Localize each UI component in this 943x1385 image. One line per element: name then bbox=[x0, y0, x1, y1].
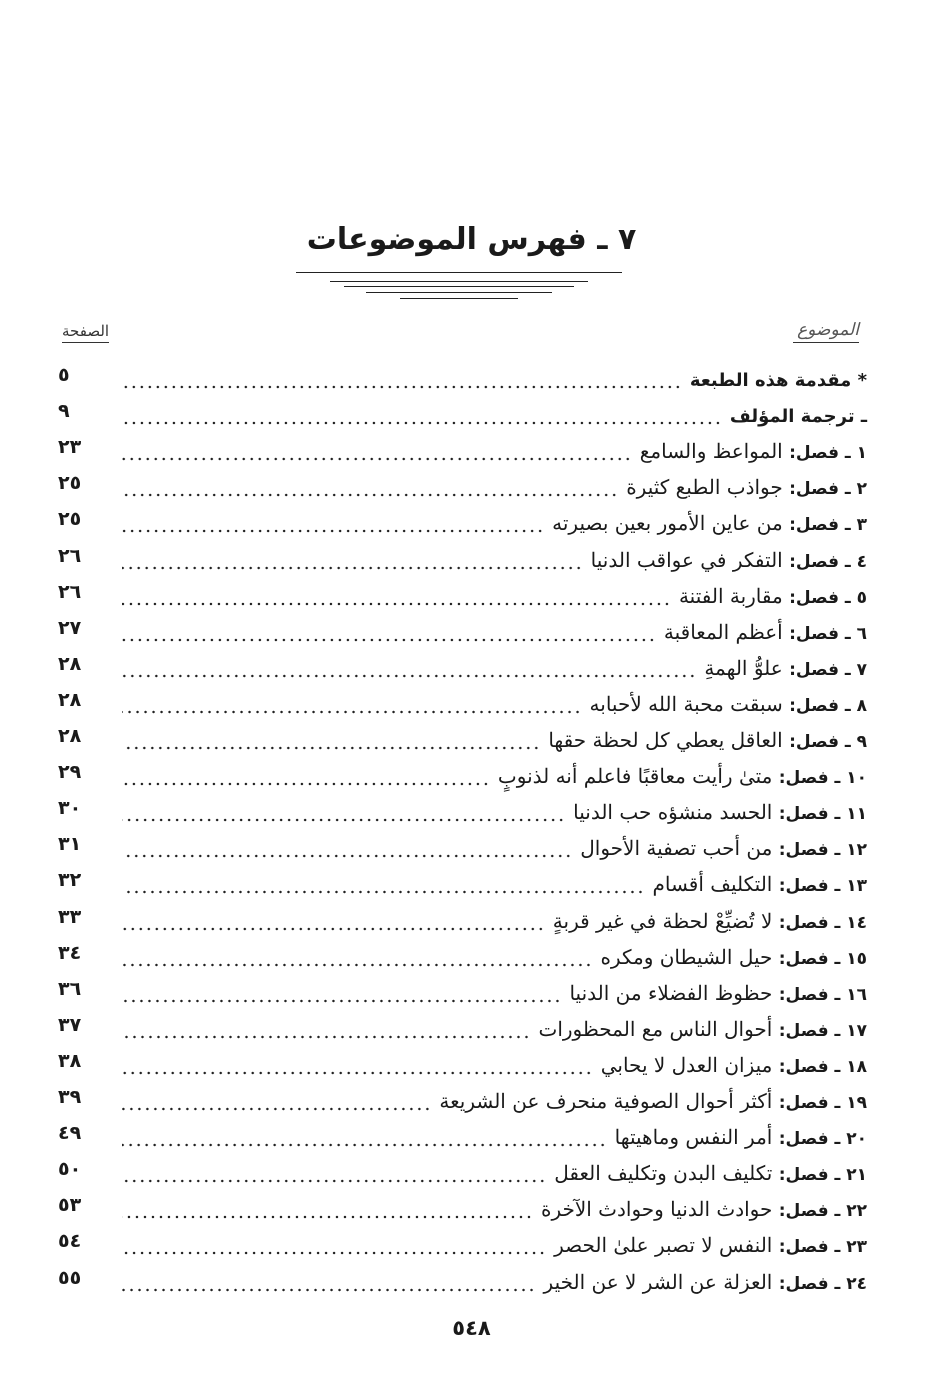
toc-entry-title: من عاين الأمور بعين بصيرته bbox=[552, 511, 783, 536]
title-ornament bbox=[296, 272, 622, 302]
toc-entry-title: حيل الشيطان ومكره bbox=[600, 944, 773, 969]
toc-entry-title: لا تُضيِّعْ لحظة في غير قربةٍ bbox=[552, 908, 773, 933]
toc-page-number: ٢٨ bbox=[58, 725, 82, 747]
toc-page-number: ٥٣ bbox=[58, 1194, 82, 1217]
toc-row[interactable] bbox=[0, 867, 943, 903]
dot-leader bbox=[122, 385, 682, 389]
toc-entry bbox=[118, 687, 867, 721]
toc-entry-text bbox=[541, 1194, 867, 1226]
page-column-header: الصفحة bbox=[62, 322, 109, 343]
toc-entry-prefix: ٧ ـ فصل: bbox=[789, 659, 867, 680]
toc-entry bbox=[118, 434, 867, 468]
dot-leader bbox=[122, 1179, 546, 1183]
toc-entry-text bbox=[580, 833, 867, 865]
toc-entry-title: أعظم المعاقبة bbox=[663, 619, 783, 644]
dot-leader bbox=[122, 566, 583, 570]
toc-row[interactable] bbox=[0, 1156, 943, 1192]
toc-entry-title: أكثر أحوال الصوفية منحرف عن الشريعة bbox=[439, 1089, 773, 1113]
toc-entry-text bbox=[498, 761, 867, 793]
toc-entry-text bbox=[544, 1267, 867, 1299]
toc-page-number: ٣٤ bbox=[58, 941, 82, 964]
toc-entry bbox=[118, 579, 867, 613]
toc-entry-title: جواذب الطبع كثيرة bbox=[626, 475, 783, 500]
dot-leader bbox=[122, 927, 545, 931]
toc-entry-text bbox=[591, 545, 867, 577]
toc-entry-text bbox=[600, 942, 867, 974]
toc-entry-title: المواعظ والسامع bbox=[639, 439, 783, 464]
toc-page-number: ٣٢ bbox=[58, 869, 82, 892]
toc-entry-prefix: * مقدمة هذه الطبعة bbox=[689, 370, 867, 391]
dot-leader bbox=[122, 854, 572, 858]
toc-entry-prefix: ـ ترجمة المؤلف bbox=[729, 406, 867, 428]
toc-entry-text bbox=[573, 797, 867, 829]
toc-page-number: ٢٨ bbox=[58, 652, 82, 675]
toc-page-number: ٢٩ bbox=[58, 761, 82, 784]
toc-entry-prefix: ٩ ـ فصل: bbox=[789, 732, 867, 752]
toc-entry-text bbox=[552, 508, 867, 540]
toc-row[interactable] bbox=[0, 976, 943, 1012]
toc-entry-text bbox=[569, 978, 867, 1010]
toc-entry bbox=[118, 1120, 867, 1154]
toc-entry-prefix: ١٦ ـ فصل: bbox=[778, 984, 867, 1005]
toc-entry bbox=[118, 759, 867, 793]
toc-page-number: ٢٥ bbox=[58, 472, 82, 495]
toc-row[interactable] bbox=[0, 723, 943, 759]
toc-entry-text bbox=[730, 400, 867, 432]
dot-leader bbox=[122, 999, 561, 1003]
toc-page-number: ٢٥ bbox=[58, 508, 82, 531]
toc-entry-text bbox=[615, 1122, 867, 1154]
toc-entry-title: ميزان العدل لا يحابي bbox=[600, 1052, 773, 1077]
dot-leader bbox=[122, 421, 722, 425]
toc-entry-title: علوُّ الهمةِ bbox=[704, 655, 783, 680]
toc-row[interactable] bbox=[0, 759, 943, 795]
toc-entry-prefix: ٢٤ ـ فصل: bbox=[778, 1273, 867, 1294]
dot-leader bbox=[122, 1251, 546, 1255]
toc-entry-title: سبقت محبة الله لأحبابه bbox=[589, 691, 783, 716]
toc-page-number: ٥٤ bbox=[58, 1230, 82, 1253]
toc-entry-text bbox=[679, 581, 867, 613]
toc-page-number: ٢٦ bbox=[58, 544, 82, 567]
toc-entry bbox=[118, 1048, 867, 1082]
toc-entry-text bbox=[640, 436, 867, 468]
toc-row[interactable] bbox=[0, 362, 943, 398]
toc-entry-prefix: ٢ ـ فصل: bbox=[789, 479, 867, 500]
toc-entry-title: من أحب تصفية الأحوال bbox=[580, 836, 773, 861]
dot-leader bbox=[122, 493, 618, 497]
dot-leader bbox=[122, 710, 582, 714]
toc-page-number: ٣٩ bbox=[58, 1086, 82, 1108]
dot-leader bbox=[122, 1071, 593, 1075]
toc-row[interactable] bbox=[0, 1084, 943, 1120]
toc-entry-title: أحوال الناس مع المحظورات bbox=[538, 1016, 773, 1041]
toc-entry-text bbox=[626, 472, 867, 504]
toc-entry-prefix: ١٧ ـ فصل: bbox=[778, 1020, 867, 1041]
toc-page-number: ٢٧ bbox=[58, 616, 82, 639]
toc-entry-prefix: ٣ ـ فصل: bbox=[789, 515, 867, 536]
toc-entry-title: التكليف أقسام bbox=[652, 872, 773, 897]
toc-row[interactable] bbox=[0, 470, 943, 506]
toc-page-number: ٥٥ bbox=[58, 1266, 82, 1289]
toc-entry bbox=[118, 976, 867, 1010]
dot-leader bbox=[122, 674, 696, 678]
toc-entry-text bbox=[690, 364, 867, 396]
toc-entry bbox=[118, 398, 867, 432]
toc-entry bbox=[118, 362, 867, 396]
toc-row[interactable] bbox=[0, 904, 943, 940]
toc-entry-text bbox=[554, 1158, 867, 1190]
dot-leader bbox=[122, 782, 490, 786]
toc-entry bbox=[118, 723, 867, 757]
topic-column-header: الموضوع bbox=[793, 320, 859, 343]
toc-entry bbox=[118, 1228, 867, 1262]
toc-entry-prefix: ٦ ـ فصل: bbox=[789, 623, 867, 644]
toc-entry-prefix: ١١ ـ فصل: bbox=[778, 804, 867, 825]
toc-entry bbox=[118, 651, 867, 685]
toc-page-number: ٣١ bbox=[58, 833, 82, 856]
toc-entry bbox=[118, 470, 867, 504]
toc-row[interactable] bbox=[0, 795, 943, 831]
dot-leader bbox=[122, 457, 632, 461]
toc-entry-text bbox=[439, 1086, 867, 1118]
toc-entry bbox=[118, 831, 867, 865]
toc-row[interactable] bbox=[0, 1228, 943, 1264]
toc-entry-text bbox=[704, 653, 867, 685]
dot-leader bbox=[122, 1215, 533, 1219]
toc-entry bbox=[118, 904, 867, 938]
toc-entry bbox=[118, 543, 867, 577]
toc-row[interactable] bbox=[0, 1012, 943, 1048]
toc-page-number: ٣٦ bbox=[58, 977, 82, 1000]
toc-entry-text bbox=[553, 906, 867, 938]
toc-row[interactable] bbox=[0, 579, 943, 615]
dot-leader bbox=[122, 602, 671, 606]
toc-entry bbox=[118, 867, 867, 901]
toc-entry-text bbox=[601, 1050, 867, 1082]
toc-row[interactable] bbox=[0, 434, 943, 470]
toc-entry-prefix: ٢٣ ـ فصل: bbox=[778, 1237, 867, 1258]
toc-row[interactable] bbox=[0, 398, 943, 434]
toc-entry bbox=[118, 615, 867, 649]
toc-entry-text bbox=[590, 689, 867, 721]
dot-leader bbox=[122, 746, 540, 750]
toc-entry-title: العزلة عن الشر لا عن الخير bbox=[543, 1269, 773, 1294]
toc-row[interactable] bbox=[0, 687, 943, 723]
toc-entry-text bbox=[652, 869, 867, 901]
dot-leader bbox=[122, 818, 565, 822]
dot-leader bbox=[122, 1035, 530, 1039]
toc-page-number: ٤٩ bbox=[58, 1122, 82, 1145]
toc-entry-text bbox=[538, 1014, 867, 1046]
dot-leader bbox=[122, 1143, 607, 1147]
toc-entry-title: العاقل يعطي كل لحظة حقها bbox=[548, 728, 783, 752]
toc-entry-text bbox=[664, 617, 867, 649]
page-number: ٥٤٨ bbox=[452, 1316, 491, 1340]
toc-page-number: ٣٠ bbox=[58, 797, 82, 820]
toc-row[interactable] bbox=[0, 940, 943, 976]
toc-page-number: ٥٠ bbox=[58, 1158, 82, 1181]
toc-entry-text bbox=[554, 1230, 867, 1262]
toc-entry-prefix: ٢٢ ـ فصل: bbox=[778, 1201, 867, 1222]
toc-entry-title: تكليف البدن وتكليف العقل bbox=[554, 1161, 773, 1186]
toc-entry-prefix: ١٩ ـ فصل: bbox=[778, 1093, 867, 1113]
toc-entry-prefix: ١٥ ـ فصل: bbox=[778, 948, 867, 969]
toc-entry-title: مقاربة الفتنة bbox=[678, 583, 783, 608]
toc-row[interactable] bbox=[0, 506, 943, 542]
toc-entry bbox=[118, 506, 867, 540]
toc-entry-prefix: ١ ـ فصل: bbox=[789, 443, 867, 464]
toc-entry-prefix: ١٠ ـ فصل: bbox=[778, 768, 867, 789]
dot-leader bbox=[122, 529, 544, 533]
toc-entry-prefix: ١٨ ـ فصل: bbox=[778, 1056, 867, 1077]
toc-row[interactable] bbox=[0, 615, 943, 651]
toc-entry bbox=[118, 1084, 867, 1118]
toc-row[interactable] bbox=[0, 1192, 943, 1228]
page-title: ٧ ـ فهرس الموضوعات bbox=[306, 222, 637, 257]
toc-entry bbox=[118, 1012, 867, 1046]
dot-leader bbox=[122, 963, 592, 967]
toc-entry-prefix: ٨ ـ فصل: bbox=[789, 695, 867, 716]
toc-entry-prefix: ٥ ـ فصل: bbox=[789, 587, 867, 608]
toc-page-number: ٢٦ bbox=[58, 580, 82, 603]
toc-row[interactable] bbox=[0, 543, 943, 579]
toc-page-number: ٩ bbox=[58, 400, 70, 423]
toc-entry bbox=[118, 940, 867, 974]
dot-leader bbox=[122, 638, 656, 642]
dot-leader bbox=[122, 1107, 431, 1111]
toc-row[interactable] bbox=[0, 1265, 943, 1301]
toc-entry-prefix: ١٣ ـ فصل: bbox=[778, 876, 867, 897]
toc-page-number: ٣٨ bbox=[58, 1049, 82, 1072]
toc-page-number: ٢٣ bbox=[58, 436, 82, 459]
toc-page-number: ٢٨ bbox=[58, 688, 82, 711]
toc-entry-title: حظوظ الفضلاء من الدنيا bbox=[569, 980, 773, 1005]
toc-entry bbox=[118, 1156, 867, 1190]
toc-entry-title: الحسد منشؤه حب الدنيا bbox=[573, 800, 773, 825]
toc-entry-prefix: ١٢ ـ فصل: bbox=[778, 840, 867, 861]
toc-entry-title: أمر النفس وماهيتها bbox=[614, 1125, 773, 1150]
toc-page-number: ٥ bbox=[58, 364, 70, 386]
toc-entry-title: النفس لا تصبر علىٰ الحصر bbox=[554, 1233, 773, 1258]
toc-entry-title: متىٰ رأيت معاقبًا فاعلم أنه لذنوبٍ bbox=[497, 764, 773, 789]
dot-leader bbox=[122, 1288, 536, 1292]
toc-entry bbox=[118, 1265, 867, 1299]
toc-page-number: ٣٣ bbox=[58, 905, 82, 928]
toc-entry bbox=[118, 1192, 867, 1226]
dot-leader bbox=[122, 890, 644, 894]
toc-entry-prefix: ٤ ـ فصل: bbox=[789, 551, 867, 572]
toc-entry-title: التفكر في عواقب الدنيا bbox=[590, 547, 783, 572]
toc-entry bbox=[118, 795, 867, 829]
toc-row[interactable] bbox=[0, 1048, 943, 1084]
toc-entry-title: حوادث الدنيا وحوادث الآخرة bbox=[540, 1197, 773, 1222]
toc-row[interactable] bbox=[0, 651, 943, 687]
toc-page-number: ٣٧ bbox=[58, 1013, 82, 1036]
toc-row[interactable] bbox=[0, 831, 943, 867]
toc-entry-prefix: ٢١ ـ فصل: bbox=[778, 1165, 867, 1186]
toc-row[interactable] bbox=[0, 1120, 943, 1156]
toc-entry-text bbox=[548, 725, 867, 757]
toc-entry-prefix: ١٤ ـ فصل: bbox=[778, 912, 867, 933]
toc-entry-prefix: ٢٠ ـ فصل: bbox=[778, 1129, 867, 1150]
